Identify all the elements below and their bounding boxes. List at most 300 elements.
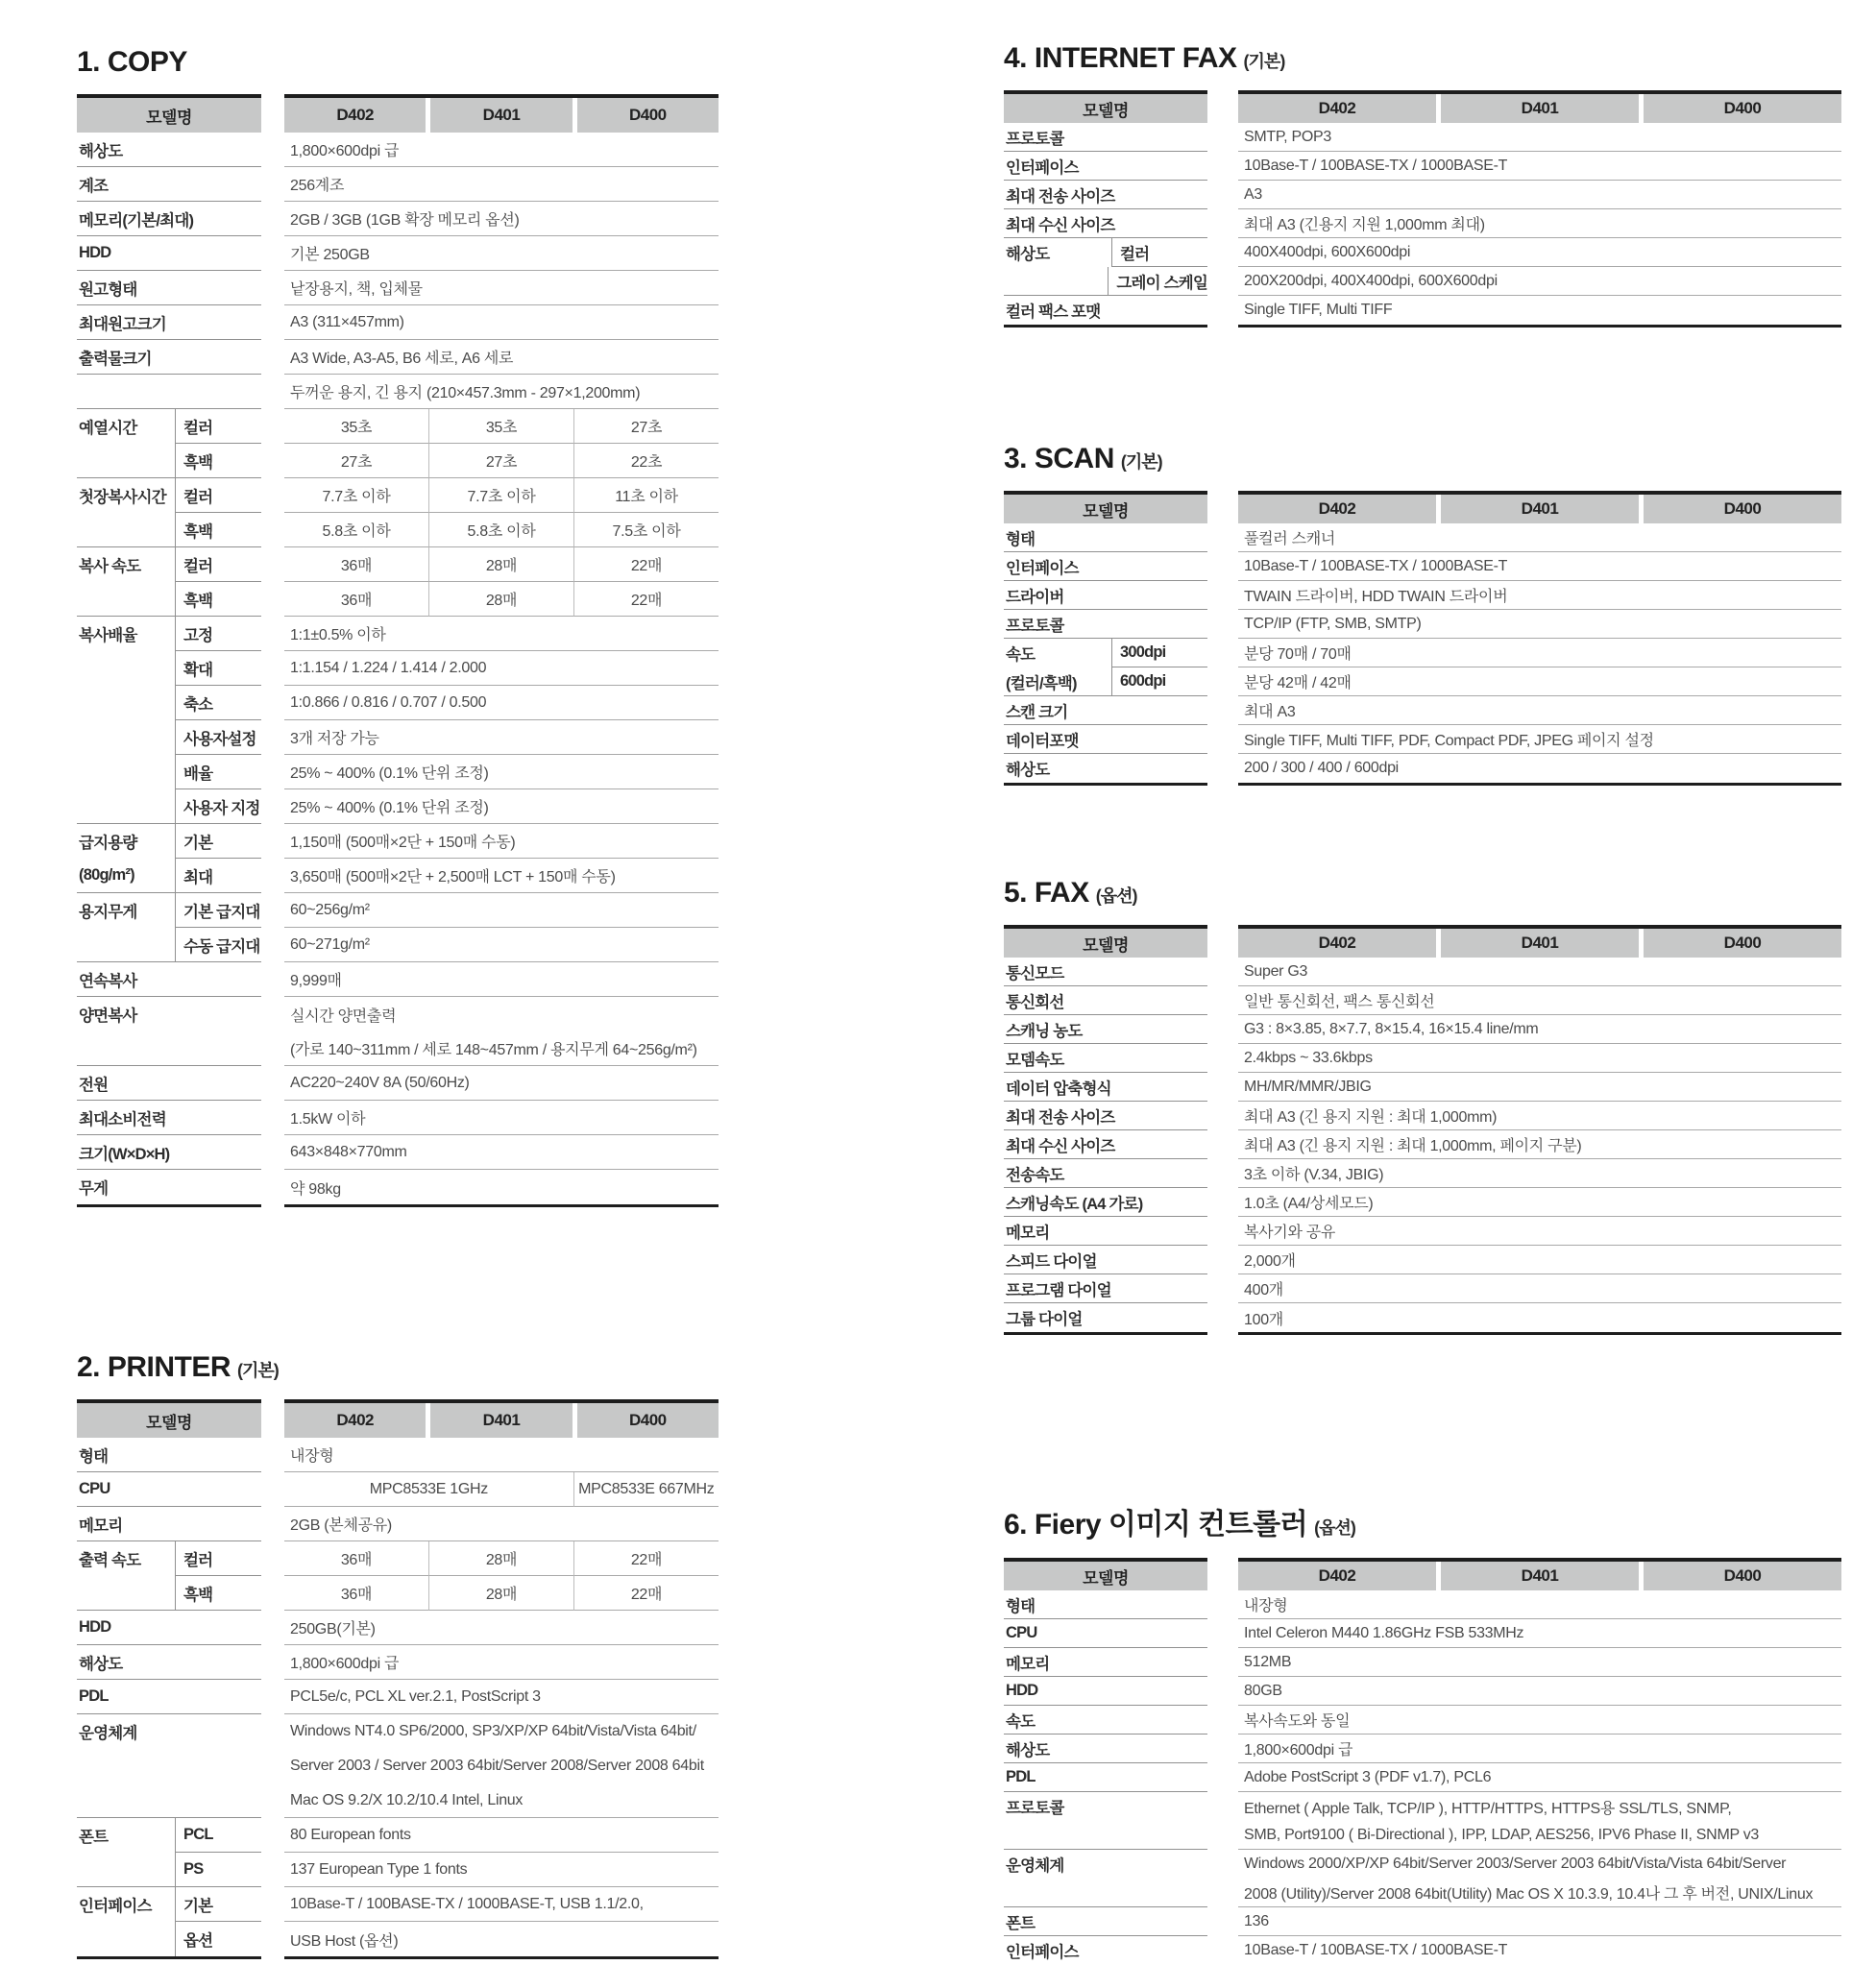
spec-value-row [284,962,719,997]
spec-label [77,1783,261,1818]
spec-label-row [77,893,261,928]
spec-label: 프로토콜 [1006,1800,1064,1817]
spec-value: 27초 [573,409,719,444]
spec-value-row [284,859,719,893]
spec-value-row [284,824,719,859]
spec-value: 5.8초 이하 [284,513,428,547]
spec-label: 운영체계 [79,1725,137,1742]
spec-label-row [1004,1590,1207,1619]
spec-value: Intel Celeron M440 1.86GHz FSB 533MHz [1238,1619,1841,1648]
section-title-text: 4. INTERNET FAX [1004,42,1237,74]
spec-label-row [1004,152,1207,181]
spec-label-row [77,202,261,236]
spec-label-sub: 기본 [175,824,261,859]
section-title-text: 1. COPY [77,46,187,78]
spec-label: 스피드 다이얼 [1004,1246,1207,1274]
spec-value-row [1238,1821,1841,1850]
spec-table [1004,491,1849,786]
spec-value-row [1238,1044,1841,1073]
spec-value: 2GB / 3GB (1GB 확장 메모리 옵션) [284,202,719,236]
spec-label: 최대 전송 사이즈 [1004,181,1207,209]
spec-value-row [1238,1102,1841,1130]
spec-value: 36매 [284,1576,428,1611]
label-header-row [1004,1562,1207,1590]
spec-label-row [1004,1879,1207,1907]
spec-value-row [284,513,719,547]
spec-label-row [77,1438,261,1472]
spec-value: 7.5초 이하 [573,513,719,547]
spec-value-row [284,1749,719,1783]
spec-value: 250GB(기본) [284,1611,719,1645]
spec-label-row [77,375,261,409]
section-title-text: 2. PRINTER [77,1351,231,1383]
spec-value-row [284,755,719,789]
spec-value-row [1238,1763,1841,1792]
spec-label-row [77,928,261,962]
spec-label-row [1004,667,1207,696]
spec-value: 27초 [428,444,573,478]
spec-value-row [284,167,719,202]
spec-value-row [284,1507,719,1541]
model-column-header: D401 [1441,929,1639,958]
spec-value: 1,800×600dpi 급 [284,1645,719,1680]
spec-value-row [284,1438,719,1472]
spec-value: Windows 2000/XP/XP 64bit/Server 2003/Server 2003 64bit/Vista/Vista 64bit/Server [1244,1856,1787,1872]
left-column [77,46,740,1959]
spec-label-row [77,305,261,340]
spec-label-row [77,720,261,755]
spec-label-row [77,271,261,305]
spec-table [77,94,740,1207]
spec-value: 최대 A3 (긴 용지 지원 : 최대 1,000mm, 페이지 구분) [1238,1130,1841,1159]
spec-label-row [1004,1619,1207,1648]
section-title-suffix: (옵션) [1095,886,1137,906]
spec-label: 연속복사 [77,962,261,997]
spec-value-row [284,1472,719,1507]
spec-value: A3 (311×457mm) [284,305,719,340]
label-header-row [1004,929,1207,958]
spec-value-row [1238,986,1841,1015]
spec-value-row [284,1818,719,1853]
model-column-header: D401 [430,1403,572,1438]
spec-label-main: (컬러/흑백) [1004,667,1111,696]
spec-label-main: 속도 [1006,646,1035,664]
spec-label-row [77,1066,261,1101]
section-title-suffix: (기본) [1243,52,1285,71]
spec-label-row [77,1472,261,1507]
section-title-suffix: (기본) [237,1361,279,1380]
spec-label-row [77,962,261,997]
spec-label-row [1004,1130,1207,1159]
model-column-header: D400 [1644,929,1841,958]
model-header-cell: 모델명 [1004,929,1207,958]
spec-label-row [77,444,261,478]
spec-label: 양면복사 [79,1007,137,1025]
spec-label-row [77,1714,261,1749]
spec-value: 512MB [1238,1648,1841,1677]
spec-label-row [1004,1735,1207,1763]
model-column-header: D401 [1441,1562,1639,1590]
spec-value-row [1238,1677,1841,1706]
spec-value-row [1238,754,1841,783]
spec-value-row [1238,1850,1841,1879]
spec-value: 1:1.154 / 1.224 / 1.414 / 2.000 [284,651,719,686]
spec-value: 약 98kg [290,1180,341,1198]
section-title [1004,443,1849,475]
spec-value: 기본 250GB [284,236,719,271]
spec-value-row [284,1066,719,1101]
model-column-header: D400 [1644,1562,1841,1590]
spec-value-row [284,1611,719,1645]
spec-value-row [284,720,719,755]
spec-value: 22매 [573,547,719,582]
spec-label-row [77,755,261,789]
spec-label: 형태 [77,1438,261,1472]
spec-label-sub: 흑백 [175,582,261,617]
spec-label-row [1004,1274,1207,1303]
spec-value-row [1238,1936,1841,1965]
spec-value-row [284,202,719,236]
spec-label-row [77,686,261,720]
label-header-row [1004,495,1207,523]
model-column-header: D401 [1441,94,1639,123]
section-title-text: 3. SCAN [1004,443,1114,474]
spec-value: 22초 [573,444,719,478]
spec-value: 9,999매 [284,962,719,997]
spec-label: 최대 전송 사이즈 [1004,1102,1207,1130]
spec-label-main: (80g/m²) [77,859,175,893]
spec-label-row [1004,610,1207,639]
spec-label: 해상도 [1004,1735,1207,1763]
spec-value-row [284,582,719,617]
spec-label-sub: 600dpi [1111,667,1207,696]
section-fax [1004,877,1849,1335]
spec-value: 3개 저장 가능 [284,720,719,755]
spec-label: 인터페이스 [1004,552,1207,581]
spec-value: 1.0초 (A4/상세모드) [1238,1188,1841,1217]
spec-value-row [1238,1907,1841,1936]
model-header-cell: 모델명 [77,1403,261,1438]
spec-label: 전원 [77,1066,261,1101]
spec-value: SMTP, POP3 [1238,123,1841,152]
spec-value-row [1238,1130,1841,1159]
spec-label-row [77,997,261,1031]
spec-value-row [284,1887,719,1922]
spec-value: 일반 통신회선, 팩스 통신회선 [1238,986,1841,1015]
spec-value: 1:0.866 / 0.816 / 0.707 / 0.500 [284,686,719,720]
spec-label-sub: 배율 [175,755,261,789]
spec-value: (가로 140~311mm / 세로 148~457mm / 용지무게 64~256g/m²) [284,1031,719,1066]
spec-label: HDD [77,236,261,271]
spec-label-row [77,478,261,513]
spec-value: AC220~240V 8A (50/60Hz) [284,1066,719,1101]
label-header-row [77,1403,261,1438]
spec-value-row [284,305,719,340]
spec-value: 5.8초 이하 [428,513,573,547]
spec-value: Single TIFF, Multi TIFF, PDF, Compact PDF, JPEG 페이지 설정 [1238,725,1841,754]
value-table [1238,925,1841,1335]
spec-value: 36매 [284,582,428,617]
spec-label-sub: 컬러 [1111,238,1207,267]
spec-label-row [77,133,261,167]
spec-value-row [284,1101,719,1135]
spec-value-row [1238,696,1841,725]
spec-label-sub: 흑백 [175,444,261,478]
spec-value: SMB, Port9100 ( Bi-Directional ), IPP, LDAP, AES256, IPV6 Phase II, SNMP v3 [1238,1821,1841,1850]
spec-label-row [1004,267,1207,296]
spec-value: 22매 [573,1576,719,1611]
spec-label: HDD [77,1611,261,1645]
spec-value-row [1238,123,1841,152]
spec-label-row [1004,238,1207,267]
spec-label: HDD [1004,1677,1207,1706]
spec-label-main [77,651,175,686]
spec-value: 7.7초 이하 [428,478,573,513]
spec-value-row [1238,1706,1841,1735]
spec-label-row [1004,1936,1207,1965]
spec-value: 내장형 [284,1438,719,1472]
spec-value-row [1238,1648,1841,1677]
spec-label-main: 인터페이스 [79,1898,152,1915]
spec-value: USB Host (옵션) [290,1932,399,1950]
model-column-header: D402 [1238,94,1436,123]
spec-label-main: 폰트 [79,1829,109,1846]
spec-value: 25% ~ 400% (0.1% 단위 조정) [284,789,719,824]
spec-label-row [1004,1677,1207,1706]
spec-value: 60~256g/m² [284,893,719,928]
spec-value: 최대 A3 (긴용지 지원 1,000mm 최대) [1238,209,1841,238]
spec-value: 1,150매 (500매×2단 + 150매 수동) [284,824,719,859]
model-column-header: D400 [577,98,719,133]
spec-value: 22매 [573,1541,719,1576]
spec-label: 속도 [1004,1706,1207,1735]
spec-label-row [1004,1907,1207,1936]
spec-label: 해상도 [1006,762,1050,779]
spec-label: 형태 [1004,523,1207,552]
spec-label: 최대 수신 사이즈 [1004,209,1207,238]
model-header-row [1238,929,1841,958]
spec-label-sub: 그레이 스케일 [1108,267,1207,296]
spec-value: 136 [1238,1907,1841,1936]
spec-table [1004,925,1849,1335]
spec-label-main [1004,267,1108,296]
spec-value-row [284,789,719,824]
spec-label-row [77,824,261,859]
spec-label: 메모리(기본/최대) [77,202,261,236]
spec-value: 400X400dpi, 600X600dpi [1238,238,1841,267]
spec-label: PDL [77,1680,261,1714]
spec-value: 2008 (Utility)/Server 2008 64bit(Utility) Mac OS X 10.3.9, 10.4나 그 후 버전, UNIX/Linux [1238,1879,1841,1907]
label-table [1004,925,1207,1335]
spec-value-row [284,1645,719,1680]
spec-value: 100개 [1244,1311,1283,1328]
spec-value-row [284,1714,719,1749]
spec-label: 드라이버 [1004,581,1207,610]
model-header-row [284,1403,719,1438]
spec-label: 메모리 [77,1507,261,1541]
spec-value-row [1238,1246,1841,1274]
spec-value-row [284,409,719,444]
spec-label: 형태 [1004,1590,1207,1619]
spec-value: 2,000개 [1238,1246,1841,1274]
spec-label-row [1004,1217,1207,1246]
spec-value: 200 / 300 / 400 / 600dpi [1244,760,1399,776]
spec-label-row [1004,1188,1207,1217]
spec-value-row [1238,523,1841,552]
spec-value: MPC8533E 1GHz [284,1472,573,1507]
spec-label-sub: PS [175,1853,261,1887]
spec-value-row [284,133,719,167]
spec-label: 최대 수신 사이즈 [1004,1130,1207,1159]
spec-label: 메모리 [1004,1217,1207,1246]
spec-table [1004,90,1849,328]
spec-value: 실시간 양면출력 [290,1007,397,1025]
spec-value-row [284,444,719,478]
spec-label: 운영체계 [1006,1857,1064,1875]
spec-value: 3초 이하 (V.34, JBIG) [1238,1159,1841,1188]
spec-label-main [77,686,175,720]
section-title-text: 5. FAX [1004,877,1089,909]
spec-value-row [1238,1159,1841,1188]
spec-value: 10Base-T / 100BASE-TX / 1000BASE-T [1244,1942,1508,1958]
spec-label: 통신모드 [1004,958,1207,986]
label-table [77,94,261,1207]
spec-value-row [284,1541,719,1576]
section-title [77,1351,740,1384]
spec-label-sub: 고정 [175,617,261,651]
spec-label: 무게 [79,1180,109,1198]
spec-value-row [284,478,719,513]
spec-label-sub: 수동 급지대 [175,928,261,962]
section-title [1004,42,1849,75]
spec-label-row [1004,1821,1207,1850]
spec-label-sub: 확대 [175,651,261,686]
spec-value: Ethernet ( Apple Talk, TCP/IP ), HTTP/HTTPS, HTTPS용 SSL/TLS, SNMP, [1244,1800,1732,1817]
spec-value-row [1238,958,1841,986]
spec-value: A3 [1238,181,1841,209]
spec-value-row [284,340,719,375]
spec-value: 35초 [428,409,573,444]
spec-label: 스캐닝 농도 [1004,1015,1207,1044]
spec-value-row [1238,1590,1841,1619]
section-title [1004,1500,1849,1542]
spec-label-row [77,617,261,651]
spec-value-row [284,617,719,651]
spec-label-row [77,1101,261,1135]
spec-value: 256계조 [284,167,719,202]
section-title-suffix: (옵션) [1314,1518,1355,1538]
spec-label-main [77,1853,175,1887]
value-table [1238,90,1841,328]
spec-label [77,375,261,409]
spec-label-sub: 컬러 [175,1541,261,1576]
spec-value: 내장형 [1238,1590,1841,1619]
spec-label: 최대소비전력 [77,1101,261,1135]
spec-value: 낱장용지, 책, 입체물 [284,271,719,305]
spec-label-sub: 컬러 [175,409,261,444]
spec-value-row [284,1031,719,1066]
spec-label: 스캔 크기 [1004,696,1207,725]
spec-value-row [1238,1073,1841,1102]
spec-value: A3 Wide, A3-A5, B6 세로, A6 세로 [284,340,719,375]
spec-label-row [77,582,261,617]
spec-value: Server 2003 / Server 2003 64bit/Server 2008/Server 2008 64bit [290,1758,704,1774]
spec-value-row [284,236,719,271]
spec-label-row [77,1818,261,1853]
spec-label-row [1004,552,1207,581]
spec-value: 최대 A3 (긴 용지 지원 : 최대 1,000mm) [1238,1102,1841,1130]
spec-label: 원고형태 [77,271,261,305]
spec-label-main: 용지무게 [79,904,137,921]
spec-value: 60~271g/m² [284,928,719,962]
spec-label: 프로그램 다이얼 [1004,1274,1207,1303]
spec-value: 200X200dpi, 400X400dpi, 600X600dpi [1238,267,1841,296]
spec-label-main: 급지용량 [79,835,137,852]
spec-value-row [1238,1735,1841,1763]
spec-value: 1,800×600dpi 급 [284,133,719,167]
spec-value: 27초 [284,444,428,478]
spec-label-row [1004,1044,1207,1073]
spec-table [1004,1558,1849,1965]
label-header-row [77,98,261,133]
value-table [284,94,719,1207]
section-internet-fax [1004,42,1849,328]
spec-value-row [284,375,719,409]
spec-label-main [77,789,175,824]
spec-label-sub: 축소 [175,686,261,720]
spec-label-row [77,1680,261,1714]
spec-value-row [1238,639,1841,667]
spec-value-row [284,547,719,582]
model-column-header: D401 [430,98,572,133]
spec-label-row [1004,181,1207,209]
spec-value: 7.7초 이하 [284,478,428,513]
model-header-row [284,98,719,133]
spec-label: PDL [1004,1763,1207,1792]
spec-value: 복사기와 공유 [1238,1217,1841,1246]
spec-value-row [1238,1303,1841,1332]
spec-label: 프로토콜 [1004,610,1207,639]
spec-value-row [284,1135,719,1170]
spec-label-row [77,1135,261,1170]
spec-value-row [1238,296,1841,325]
spec-label: 데이터 압축형식 [1004,1073,1207,1102]
spec-value-row [1238,181,1841,209]
section-title [1004,877,1849,910]
spec-value-row [1238,267,1841,296]
spec-value: 1,800×600dpi 급 [1238,1735,1841,1763]
spec-label [77,1749,261,1783]
spec-value: 28매 [428,1541,573,1576]
spec-label-row [1004,296,1207,325]
spec-label-row [1004,1763,1207,1792]
spec-value-row [1238,581,1841,610]
spec-value: 80GB [1238,1677,1841,1706]
spec-label-row [77,236,261,271]
spec-label-main [77,720,175,755]
spec-label-main: 해상도 [1006,246,1050,263]
spec-value-row [284,928,719,962]
spec-value: 28매 [428,1576,573,1611]
spec-label-row [77,340,261,375]
spec-label-row [1004,523,1207,552]
spec-label-sub: 흑백 [175,1576,261,1611]
spec-value: 28매 [428,582,573,617]
spec-value-row [284,997,719,1031]
value-table [284,1399,719,1959]
spec-value-row [284,893,719,928]
spec-value-row [1238,1619,1841,1648]
